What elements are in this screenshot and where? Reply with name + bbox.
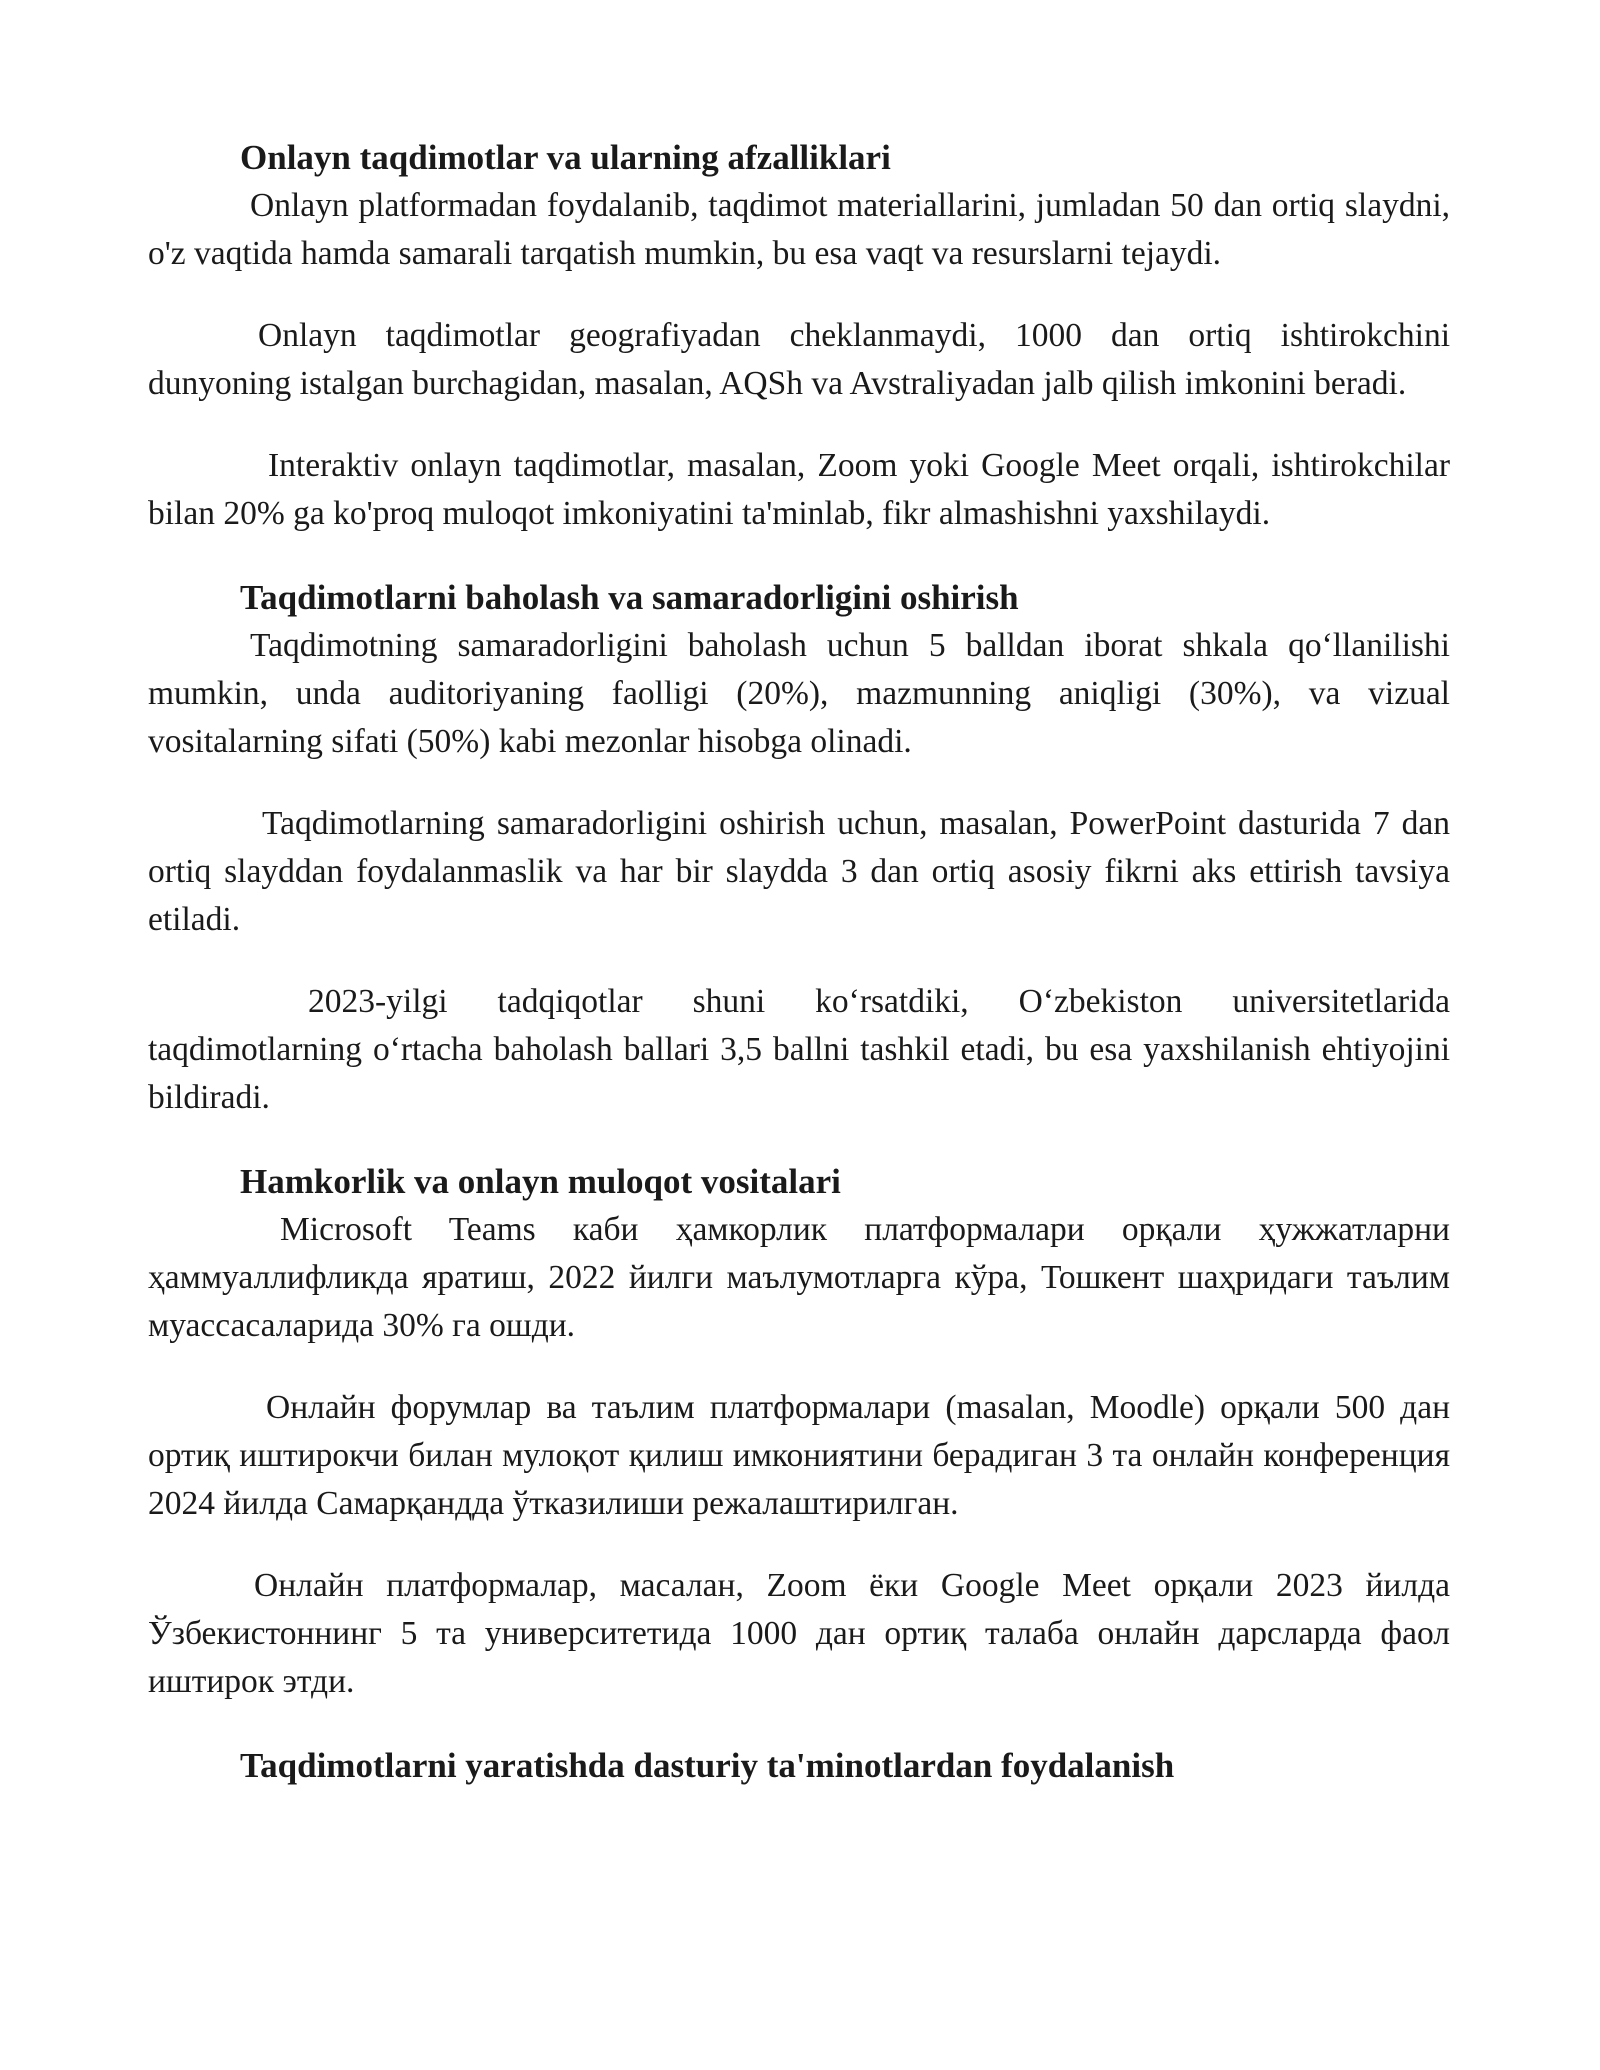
section-heading: Onlayn taqdimotlar va ularning afzalliklari (240, 138, 891, 177)
paragraph: Interaktiv onlayn taqdimotlar, masalan, Zoom yoki Google Meet orqali, ishtirokchilar bilan 20% ga ko'proq muloqot imkoniyatini ta'minlab, fikr almashishni yaxshilaydi. (148, 447, 1450, 532)
paragraph: Taqdimotning samaradorligini baholash uchun 5 balldan iborat shkala qo‘llanilishi mumkin, unda auditoriyaning faolligi (20%), mazmunning aniqligi (30%), va vizual vositalarning sifati (50%) kabi mezonlar hisobga olinadi. (148, 627, 1450, 760)
section-heading: Hamkorlik va onlayn muloqot vositalari (240, 1162, 841, 1201)
paragraph: Онлайн платформалар, масалан, Zoom ёки Google Meet орқали 2023 йилда Ўзбекистоннинг 5 та университетида 1000 дан ортиқ талаба онлайн дарсларда фаол иштирок этди. (148, 1567, 1450, 1700)
paragraph: Онлайн форумлар ва таълим платформалари (masalan, Moodle) орқали 500 дан ортиқ иштирокчи билан мулоқот қилиш имкониятини берадиган 3 та онлайн конференция 2024 йилда Самарқандда ўтказилиши режалаштирилган. (148, 1389, 1450, 1522)
section-heading: Taqdimotlarni yaratishda dasturiy ta'minotlardan foydalanish (240, 1746, 1175, 1785)
paragraph: Onlayn taqdimotlar geografiyadan cheklanmaydi, 1000 dan ortiq ishtirokchini dunyoning istalgan burchagidan, masalan, AQSh va Avstraliyadan jalb qilish imkonini beradi. (148, 317, 1450, 402)
paragraph: Onlayn platformadan foydalanib, taqdimot materiallarini, jumladan 50 dan ortiq slaydni, o'z vaqtida hamda samarali tarqatish mumkin, bu esa vaqt va resurslarni tejaydi. (148, 187, 1450, 272)
document-page (148, 134, 1450, 1790)
paragraph: 2023-yilgi tadqiqotlar shuni ko‘rsatdiki, O‘zbekiston universitetlarida taqdimotlarning o‘rtacha baholash ballari 3,5 ballni tashkil etadi, bu esa yaxshilanish ehtiyojini bildiradi. (148, 983, 1450, 1116)
paragraph: Microsoft Teams каби ҳамкорлик платформалари орқали ҳужжатларни ҳаммуаллифликда яратиш, 2022 йилги маълумотларга кўра, Тошкент шаҳридаги таълим муассасаларида 30% га ошди. (148, 1211, 1450, 1344)
paragraph: Taqdimotlarning samaradorligini oshirish uchun, masalan, PowerPoint dasturida 7 dan ortiq slayddan foydalanmaslik va har bir slaydda 3 dan ortiq asosiy fikrni aks ettirish tavsiya etiladi. (148, 805, 1450, 938)
section-heading: Taqdimotlarni baholash va samaradorligini oshirish (240, 578, 1019, 617)
